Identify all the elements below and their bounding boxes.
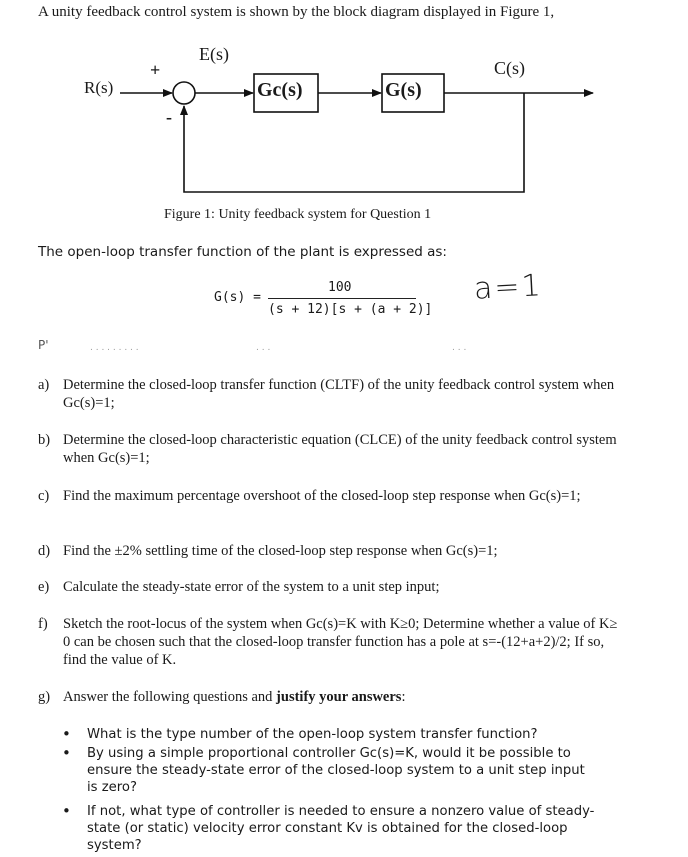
- bullet-text: By using a simple proportional controller Gc(s)=K, would it be possible to ensure the steady-state error of the closed-loop system to a unit step input is zero?: [87, 746, 585, 795]
- bullet-dot: •: [62, 802, 71, 820]
- tf-denominator: (s + 12)[s + (a + 2)]: [268, 302, 433, 317]
- question-text: Find the maximum percentage overshoot of the closed-loop step response when Gc(s)=1;: [63, 488, 581, 504]
- bullet-item: [62, 803, 622, 857]
- question-text: Determine the closed-loop characteristic equation (CLCE) of the unity feedback control system when Gc(s)=1;: [63, 432, 617, 466]
- question-label: c): [38, 488, 50, 504]
- plant-intro: The open-loop transfer function of the plant is expressed as:: [38, 244, 447, 260]
- bullet-item: [62, 726, 622, 744]
- question-g-prefix: Answer the following questions and: [63, 689, 277, 705]
- question-g-bold: justify your answers: [276, 689, 402, 705]
- question-label: f): [38, 616, 48, 632]
- faint-mark: . . . . . . . . .: [90, 343, 139, 353]
- handwritten-note: a=1: [473, 268, 544, 307]
- error-label: E(s): [199, 44, 229, 64]
- figure-caption: Figure 1: Unity feedback system for Question 1: [164, 207, 432, 222]
- question-label: b): [38, 432, 51, 448]
- question-text: Determine the closed-loop transfer function (CLTF) of the unity feedback control system when Gc(s)=1;: [63, 377, 615, 411]
- minus-sign: -: [166, 107, 172, 127]
- faint-mark: . . .: [256, 343, 271, 353]
- question-b: [38, 431, 628, 471]
- summing-junction: [173, 82, 195, 104]
- question-text: Find the ±2% settling time of the closed-loop step response when Gc(s)=1;: [63, 543, 498, 559]
- question-label: e): [38, 579, 50, 595]
- bullet-dot: •: [62, 744, 71, 762]
- question-label: a): [38, 377, 50, 393]
- question-text: [63, 688, 623, 706]
- question-a: [38, 376, 628, 416]
- bullet-item: [62, 745, 622, 799]
- faint-mark: . . .: [452, 343, 467, 353]
- question-g-suffix: :: [401, 689, 406, 705]
- question-c: [38, 487, 628, 527]
- tf-fraction-bar: [268, 298, 416, 299]
- tf-lhs: G(s) =: [214, 290, 261, 305]
- bullet-text: If not, what type of controller is needed to ensure a nonzero value of steady-state (or static) velocity error constant Kv is obtained for the closed-loop system?: [87, 804, 595, 853]
- question-g: [38, 688, 628, 708]
- feedback-path: [184, 93, 524, 192]
- controller-block-label: Gc(s): [257, 79, 303, 101]
- question-e: [38, 578, 628, 598]
- question-text: Sketch the root-locus of the system when Gc(s)=K with K≥0; Determine whether a value of K≥ 0 can be chosen such that the closed-loop transfer function has a pole at s=-(12+a+2)/2; If so, find the value of K.: [63, 616, 618, 668]
- question-label: d): [38, 543, 51, 559]
- input-label: R(s): [84, 78, 114, 97]
- bullet-dot: •: [62, 725, 71, 743]
- faint-mark: P': [38, 338, 49, 352]
- intro-text: A unity feedback control system is shown by the block diagram displayed in Figure 1,: [38, 4, 555, 20]
- question-d: [38, 542, 628, 562]
- question-text: Calculate the steady-state error of the system to a unit step input;: [63, 579, 440, 595]
- bullet-text: What is the type number of the open-loop system transfer function?: [87, 727, 538, 742]
- question-label: g): [38, 689, 51, 705]
- output-label: C(s): [494, 58, 525, 78]
- question-f: [38, 615, 628, 671]
- plant-block-label: G(s): [385, 79, 422, 101]
- tf-numerator: 100: [328, 280, 352, 295]
- plus-sign: +: [150, 60, 161, 80]
- block-diagram: [0, 0, 688, 240]
